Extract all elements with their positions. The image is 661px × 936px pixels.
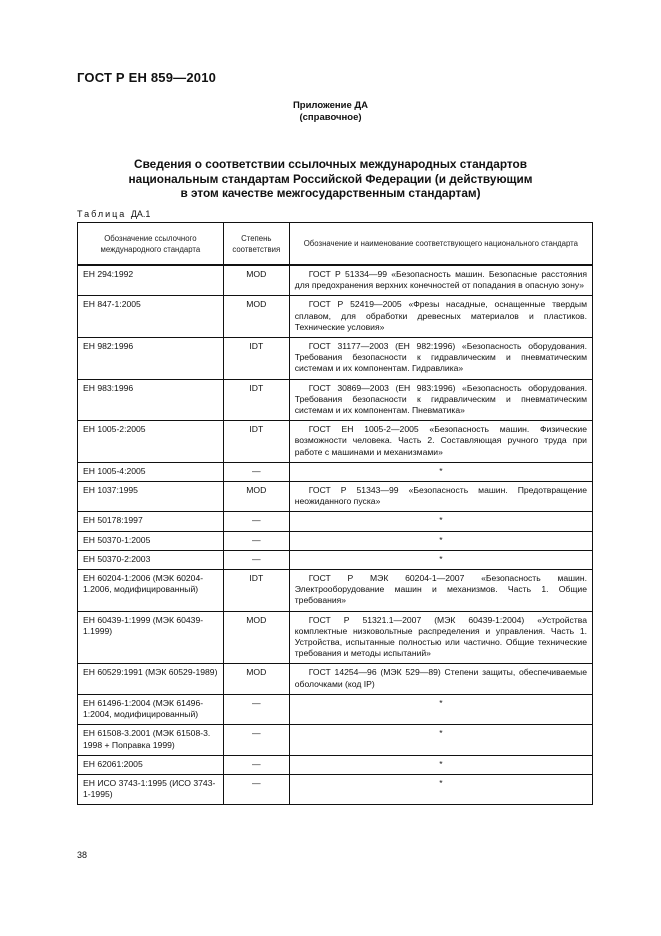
table-row <box>78 664 593 694</box>
section-title <box>0 157 661 201</box>
national-standard-cell: * <box>289 462 592 481</box>
table-row <box>78 531 593 550</box>
national-standard-cell: * <box>289 694 592 724</box>
header-degree: Степень соответствия <box>223 223 289 266</box>
national-standard-cell: * <box>289 725 592 755</box>
national-standard-cell <box>289 338 592 380</box>
degree-cell: MOD <box>223 482 289 512</box>
table-label-word: Таблица <box>77 209 127 219</box>
ref-standard-cell: ЕН 1005-2:2005 <box>78 421 224 463</box>
degree-cell: — <box>223 531 289 550</box>
national-standard-text: ГОСТ 30869—2003 (ЕН 983:1996) «Безопасность оборудования. Требования безопасности к гидравлическим и пневматическим системам и их компонентам. Пневматика» <box>294 382 587 416</box>
degree-cell: MOD <box>223 296 289 338</box>
ref-standard-cell: ЕН 1005-4:2005 <box>78 462 224 481</box>
ref-standard-cell: ЕН 60439-1:1999 (МЭК 60439-1.1999) <box>78 611 224 664</box>
national-standard-text: ГОСТ 31177—2003 (ЕН 982:1996) «Безопасность оборудования. Требования безопасности к гидравлическим и пневматическим системам и их компонентам. Гидравлика» <box>294 341 587 374</box>
ref-standard-cell: ЕН 983:1996 <box>78 379 224 421</box>
degree-cell: — <box>223 725 289 755</box>
table-row <box>78 338 593 380</box>
table-row <box>78 296 593 338</box>
national-standard-cell: * <box>289 550 592 569</box>
national-standard-cell <box>289 570 592 612</box>
national-standard-text: ГОСТ Р 51334—99 «Безопасность машин. Безопасные расстояния для предохранения верхних конечностей от попадания в опасную зону» <box>294 269 587 291</box>
ref-standard-cell: ЕН 982:1996 <box>78 338 224 380</box>
national-standard-cell <box>289 664 592 694</box>
national-standard-cell <box>289 482 592 512</box>
national-standard-cell <box>289 265 592 296</box>
ref-standard-cell: ЕН 50370-2:2003 <box>78 550 224 569</box>
table-label <box>77 209 150 219</box>
ref-standard-cell: ЕН 847-1:2005 <box>78 296 224 338</box>
degree-cell: — <box>223 774 289 804</box>
page-number: 38 <box>77 850 88 860</box>
document-code: ГОСТ Р ЕН 859—2010 <box>77 70 217 85</box>
degree-cell: — <box>223 694 289 724</box>
ref-standard-cell: ЕН 60204-1:2006 (МЭК 60204-1.2006, модифицированный) <box>78 570 224 612</box>
table-row <box>78 379 593 421</box>
ref-standard-cell: ЕН 1037:1995 <box>78 482 224 512</box>
ref-standard-cell: ЕН 60529:1991 (МЭК 60529-1989) <box>78 664 224 694</box>
degree-cell: — <box>223 755 289 774</box>
ref-standard-cell: ЕН 62061:2005 <box>78 755 224 774</box>
table-row <box>78 482 593 512</box>
national-standard-cell <box>289 296 592 338</box>
national-standard-text: ГОСТ Р МЭК 60204-1—2007 «Безопасность машин. Электрооборудование машин и механизмов. Часть 1. Общие требования» <box>294 573 587 606</box>
national-standard-text: ГОСТ 14254—96 (МЭК 529—89) Степени защиты, обеспечиваемые оболочками (код IP) <box>294 667 587 689</box>
appendix-subtitle: (справочное) <box>299 112 362 123</box>
table-row <box>78 421 593 463</box>
table-row <box>78 462 593 481</box>
degree-cell: IDT <box>223 379 289 421</box>
title-line-1: Сведения о соответствии ссылочных международных стандартов <box>134 157 527 171</box>
table-row <box>78 755 593 774</box>
degree-cell: — <box>223 550 289 569</box>
degree-cell: IDT <box>223 421 289 463</box>
table-row <box>78 550 593 569</box>
national-standard-cell: * <box>289 755 592 774</box>
ref-standard-cell: ЕН 50178:1997 <box>78 512 224 531</box>
ref-standard-cell: ЕН 50370-1:2005 <box>78 531 224 550</box>
degree-cell: MOD <box>223 265 289 296</box>
national-standard-cell <box>289 421 592 463</box>
degree-cell: MOD <box>223 611 289 664</box>
table-row <box>78 512 593 531</box>
ref-standard-cell: ЕН 61508-3.2001 (МЭК 61508-3. 1998 + Поправка 1999) <box>78 725 224 755</box>
header-ref-standard: Обозначение ссылочного международного стандарта <box>78 223 224 266</box>
national-standard-cell: * <box>289 531 592 550</box>
standards-table <box>77 222 593 805</box>
title-line-3: в этом качестве межгосударственным стандартам) <box>180 186 481 200</box>
table-row <box>78 611 593 664</box>
national-standard-text: ГОСТ ЕН 1005-2—2005 «Безопасность машин. Физические возможности человека. Часть 2. Составляющая ручного труда при работе с машинами и механизмами» <box>294 424 587 457</box>
national-standard-cell: * <box>289 512 592 531</box>
appendix-title: Приложение ДА <box>292 100 369 111</box>
national-standard-cell: * <box>289 774 592 804</box>
table-row <box>78 265 593 296</box>
ref-standard-cell: ЕН 61496-1:2004 (МЭК 61496-1:2004, модифицированный) <box>78 694 224 724</box>
ref-standard-cell: ЕН 294:1992 <box>78 265 224 296</box>
national-standard-text: ГОСТ Р 51321.1—2007 (МЭК 60439-1:2004) «Устройства комплектные низковольтные распределения и управления. Часть 1. Устройства, испытанные полностью или частично. Общие технические требования и методы испытаний» <box>294 614 587 659</box>
degree-cell: IDT <box>223 338 289 380</box>
table-row <box>78 570 593 612</box>
table-header-row <box>78 223 593 266</box>
national-standard-cell <box>289 379 592 421</box>
national-standard-text: ГОСТ Р 51343—99 «Безопасность машин. Предотвращение неожиданного пуска» <box>294 485 587 507</box>
table-row <box>78 725 593 755</box>
degree-cell: MOD <box>223 664 289 694</box>
table-row <box>78 694 593 724</box>
header-national-standard: Обозначение и наименование соответствующего национального стандарта <box>289 223 592 266</box>
table-row <box>78 774 593 804</box>
ref-standard-cell: ЕН ИСО 3743-1:1995 (ИСО 3743-1-1995) <box>78 774 224 804</box>
title-line-2: национальным стандартам Российской Федерации (и действующим <box>128 171 533 186</box>
appendix-heading <box>0 100 661 124</box>
table-label-number: ДА.1 <box>130 209 151 219</box>
degree-cell: — <box>223 512 289 531</box>
national-standard-text: ГОСТ Р 52419—2005 «Фрезы насадные, оснащенные твердым сплавом, для обработки древесных материалов и пластиков. Технические условия» <box>294 299 587 332</box>
degree-cell: IDT <box>223 570 289 612</box>
degree-cell: — <box>223 462 289 481</box>
national-standard-cell <box>289 611 592 664</box>
